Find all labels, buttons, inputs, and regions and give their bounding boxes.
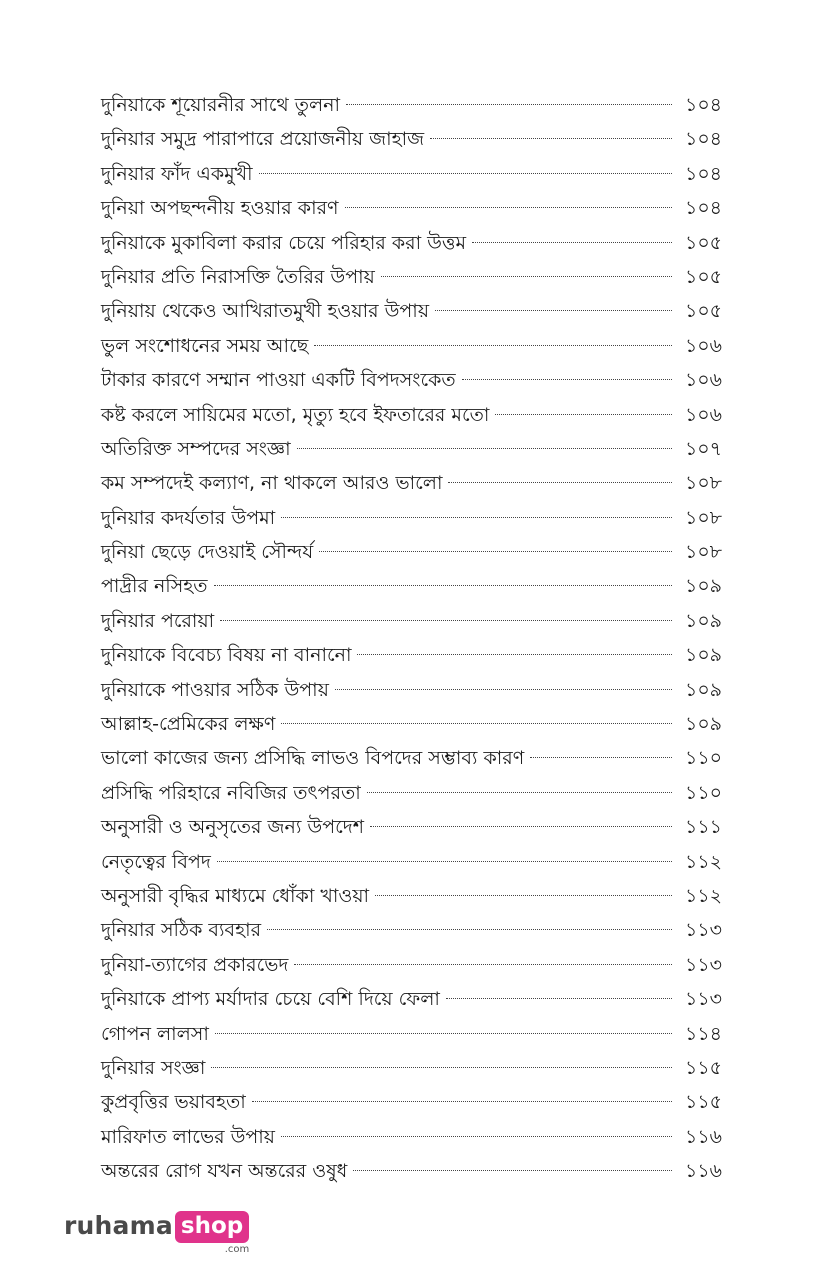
- toc-entry-title: দুনিয়ার ফাঁদ একমুখী: [101, 162, 253, 185]
- toc-entry-title: দুনিয়ার সঠিক ব্যবহার: [101, 919, 262, 942]
- dot-leader: [215, 1033, 672, 1034]
- logo-shop-group: [175, 1209, 249, 1256]
- toc-entry-title: দুনিয়া ছেড়ে দেওয়াই সৌন্দর্য: [101, 541, 314, 564]
- toc-entry-page: ১০৭: [684, 437, 722, 460]
- dot-leader: [297, 448, 672, 449]
- dot-leader: [281, 1136, 672, 1137]
- toc-entry: [101, 879, 722, 913]
- toc-entry-page: ১১২: [684, 884, 722, 907]
- toc-entry: [101, 88, 722, 122]
- toc-entry-page: ১১৪: [685, 1022, 722, 1045]
- toc-entry-page: ১০৫: [684, 265, 722, 288]
- toc-entry: [101, 329, 722, 363]
- dot-leader: [381, 276, 672, 277]
- toc-entry-page: ১০৯: [684, 575, 722, 598]
- logo-ruhama-text: ruhama: [64, 1211, 173, 1240]
- toc-entry: [101, 1120, 722, 1154]
- toc-entry: [101, 1051, 722, 1085]
- dot-leader: [430, 138, 672, 139]
- toc-entry-page: ১১১: [685, 816, 722, 839]
- dot-leader: [353, 1170, 672, 1171]
- toc-entry: [101, 569, 722, 603]
- toc-entry-page: ১১৫: [685, 1091, 722, 1114]
- dot-leader: [472, 242, 672, 243]
- toc-entry-title: প্রসিদ্ধি পরিহারে নবিজির তৎপরতা: [101, 781, 361, 804]
- toc-entry-page: ১০৪: [684, 162, 722, 185]
- toc-entry-title: আল্লাহ-প্রেমিকের লক্ষণ: [101, 713, 276, 736]
- ruhamashop-logo: [64, 1209, 249, 1256]
- dot-leader: [211, 1067, 672, 1068]
- dot-leader: [462, 379, 672, 380]
- toc-entry: [101, 1085, 722, 1119]
- toc-entry-page: ১০৯: [684, 609, 722, 632]
- toc-entry-page: ১১৩: [684, 953, 722, 976]
- toc-entry-title: নেতৃত্বের বিপদ: [101, 850, 211, 873]
- toc-entry-page: ১১০: [684, 781, 722, 804]
- toc-entry-page: ১০৮: [684, 472, 722, 495]
- toc-entry-page: ১১৬: [684, 1125, 722, 1148]
- toc-entry: [101, 294, 722, 328]
- toc-entry-title: মারিফাত লাভের উপায়: [101, 1125, 275, 1148]
- toc-entry-title: দুনিয়ার সমুদ্র পারাপারে প্রয়োজনীয় জাহাজ: [101, 128, 425, 151]
- toc-entry-page: ১০৬: [684, 334, 722, 357]
- table-of-contents: [101, 88, 722, 1189]
- toc-entry: [101, 673, 722, 707]
- toc-entry: [101, 741, 722, 775]
- toc-entry-page: ১০৬: [684, 403, 722, 426]
- dot-leader: [281, 723, 672, 724]
- dot-leader: [335, 689, 672, 690]
- toc-entry-title: পাদ্রীর নসিহত: [101, 575, 208, 598]
- toc-entry: [101, 810, 722, 844]
- logo-domain-text: .com: [224, 1244, 250, 1255]
- dot-leader: [435, 310, 672, 311]
- dot-leader: [281, 517, 672, 518]
- dot-leader: [346, 104, 672, 105]
- toc-entry: [101, 398, 722, 432]
- toc-entry-title: দুনিয়ার সংজ্ঞা: [101, 1056, 206, 1079]
- toc-entry-title: অনুসারী ও অনুসৃতের জন্য উপদেশ: [101, 816, 364, 839]
- dot-leader: [370, 826, 672, 827]
- toc-entry-page: ১০৮: [684, 541, 722, 564]
- dot-leader: [375, 895, 672, 896]
- toc-entry-title: দুনিয়াকে পাওয়ার সঠিক উপায়: [101, 678, 329, 701]
- toc-entry-title: অনুসারী বৃদ্ধির মাধ্যমে ধোঁকা খাওয়া: [101, 884, 370, 907]
- toc-entry: [101, 638, 722, 672]
- toc-entry-page: ১০৯: [684, 644, 722, 667]
- toc-entry-page: ১১৬: [684, 1160, 722, 1183]
- toc-entry-title: দুনিয়ার পরোয়া: [101, 609, 215, 632]
- toc-entry-page: ১০৯: [684, 713, 722, 736]
- toc-entry: [101, 707, 722, 741]
- toc-entry-title: অতিরিক্ত সম্পদের সংজ্ঞা: [101, 437, 291, 460]
- toc-entry: [101, 776, 722, 810]
- toc-entry-page: ১১৩: [684, 919, 722, 942]
- toc-entry-page: ১০৮: [684, 506, 722, 529]
- toc-entry-title: দুনিয়ার প্রতি নিরাসক্তি তৈরির উপায়: [101, 265, 375, 288]
- dot-leader: [367, 792, 672, 793]
- dot-leader: [259, 173, 672, 174]
- toc-entry-page: ১০৬: [684, 369, 722, 392]
- toc-entry-title: দুনিয়াকে বিবেচ্য বিষয় না বানানো: [101, 644, 352, 667]
- toc-entry-title: দুনিয়াকে প্রাপ্য মর্যাদার চেয়ে বেশি দিয়ে ফেলা: [101, 988, 440, 1011]
- toc-entry: [101, 363, 722, 397]
- toc-entry-title: দুনিয়াকে মুকাবিলা করার চেয়ে পরিহার করা উত্তম: [101, 231, 467, 254]
- toc-entry-title: গোপন লালসা: [101, 1022, 209, 1045]
- dot-leader: [217, 861, 672, 862]
- toc-entry: [101, 191, 722, 225]
- dot-leader: [357, 654, 672, 655]
- dot-leader: [267, 929, 672, 930]
- toc-entry-page: ১১২: [684, 850, 722, 873]
- dot-leader: [495, 414, 672, 415]
- toc-entry: [101, 535, 722, 569]
- toc-entry: [101, 466, 722, 500]
- toc-entry-title: ভুল সংশোধনের সময় আছে: [101, 334, 309, 357]
- toc-entry-page: ১০৪: [684, 94, 722, 116]
- toc-entry-page: ১০৪: [684, 197, 722, 220]
- toc-entry: [101, 432, 722, 466]
- toc-entry-page: ১১৩: [684, 988, 722, 1011]
- toc-entry-page: ১১৫: [685, 1056, 722, 1079]
- toc-entry: [101, 501, 722, 535]
- toc-entry-title: দুনিয়ায় থেকেও আখিরাতমুখী হওয়ার উপায়: [101, 300, 430, 323]
- toc-entry: [101, 260, 722, 294]
- toc-entry-title: কুপ্রবৃত্তির ভয়াবহতা: [101, 1091, 246, 1114]
- toc-entry-title: কম সম্পদেই কল্যাণ, না থাকলে আরও ভালো: [101, 472, 443, 495]
- toc-entry-title: টাকার কারণে সম্মান পাওয়া একটি বিপদসংকেত: [101, 369, 456, 392]
- dot-leader: [294, 964, 672, 965]
- toc-entry: [101, 845, 722, 879]
- toc-entry: [101, 982, 722, 1016]
- dot-leader: [319, 551, 672, 552]
- toc-entry-title: ভালো কাজের জন্য প্রসিদ্ধি লাভও বিপদের সম্ভাব্য কারণ: [101, 747, 525, 770]
- dot-leader: [214, 585, 672, 586]
- toc-entry-title: দুনিয়াকে শূয়োরনীর সাথে তুলনা: [101, 94, 341, 116]
- toc-entry: [101, 913, 722, 947]
- toc-entry: [101, 604, 722, 638]
- toc-entry-page: ১১০: [684, 747, 722, 770]
- toc-entry: [101, 226, 722, 260]
- dot-leader: [314, 345, 672, 346]
- toc-entry-page: ১০৪: [684, 128, 722, 151]
- toc-entry: [101, 948, 722, 982]
- toc-entry-page: ১০৯: [684, 678, 722, 701]
- toc-entry-page: ১০৫: [684, 231, 722, 254]
- toc-entry-title: কষ্ট করলে সায়িমের মতো, মৃত্যু হবে ইফতারের মতো: [101, 403, 490, 426]
- toc-entry: [101, 1154, 722, 1188]
- toc-entry-title: দুনিয়া অপছন্দনীয় হওয়ার কারণ: [101, 197, 339, 220]
- dot-leader: [446, 998, 672, 999]
- dot-leader: [220, 620, 672, 621]
- toc-entry: [101, 122, 722, 156]
- toc-entry-title: দুনিয়ার কদর্যতার উপমা: [101, 506, 276, 529]
- toc-entry-page: ১০৫: [684, 300, 722, 323]
- dot-leader: [252, 1101, 672, 1102]
- toc-entry-title: দুনিয়া-ত্যাগের প্রকারভেদ: [101, 953, 289, 976]
- dot-leader: [448, 482, 672, 483]
- toc-entry: [101, 1017, 722, 1051]
- dot-leader: [345, 207, 672, 208]
- dot-leader: [530, 757, 672, 758]
- toc-entry-title: অন্তরের রোগ যখন অন্তরের ওষুধ: [101, 1160, 348, 1183]
- logo-shop-badge: shop: [175, 1211, 249, 1243]
- toc-entry: [101, 157, 722, 191]
